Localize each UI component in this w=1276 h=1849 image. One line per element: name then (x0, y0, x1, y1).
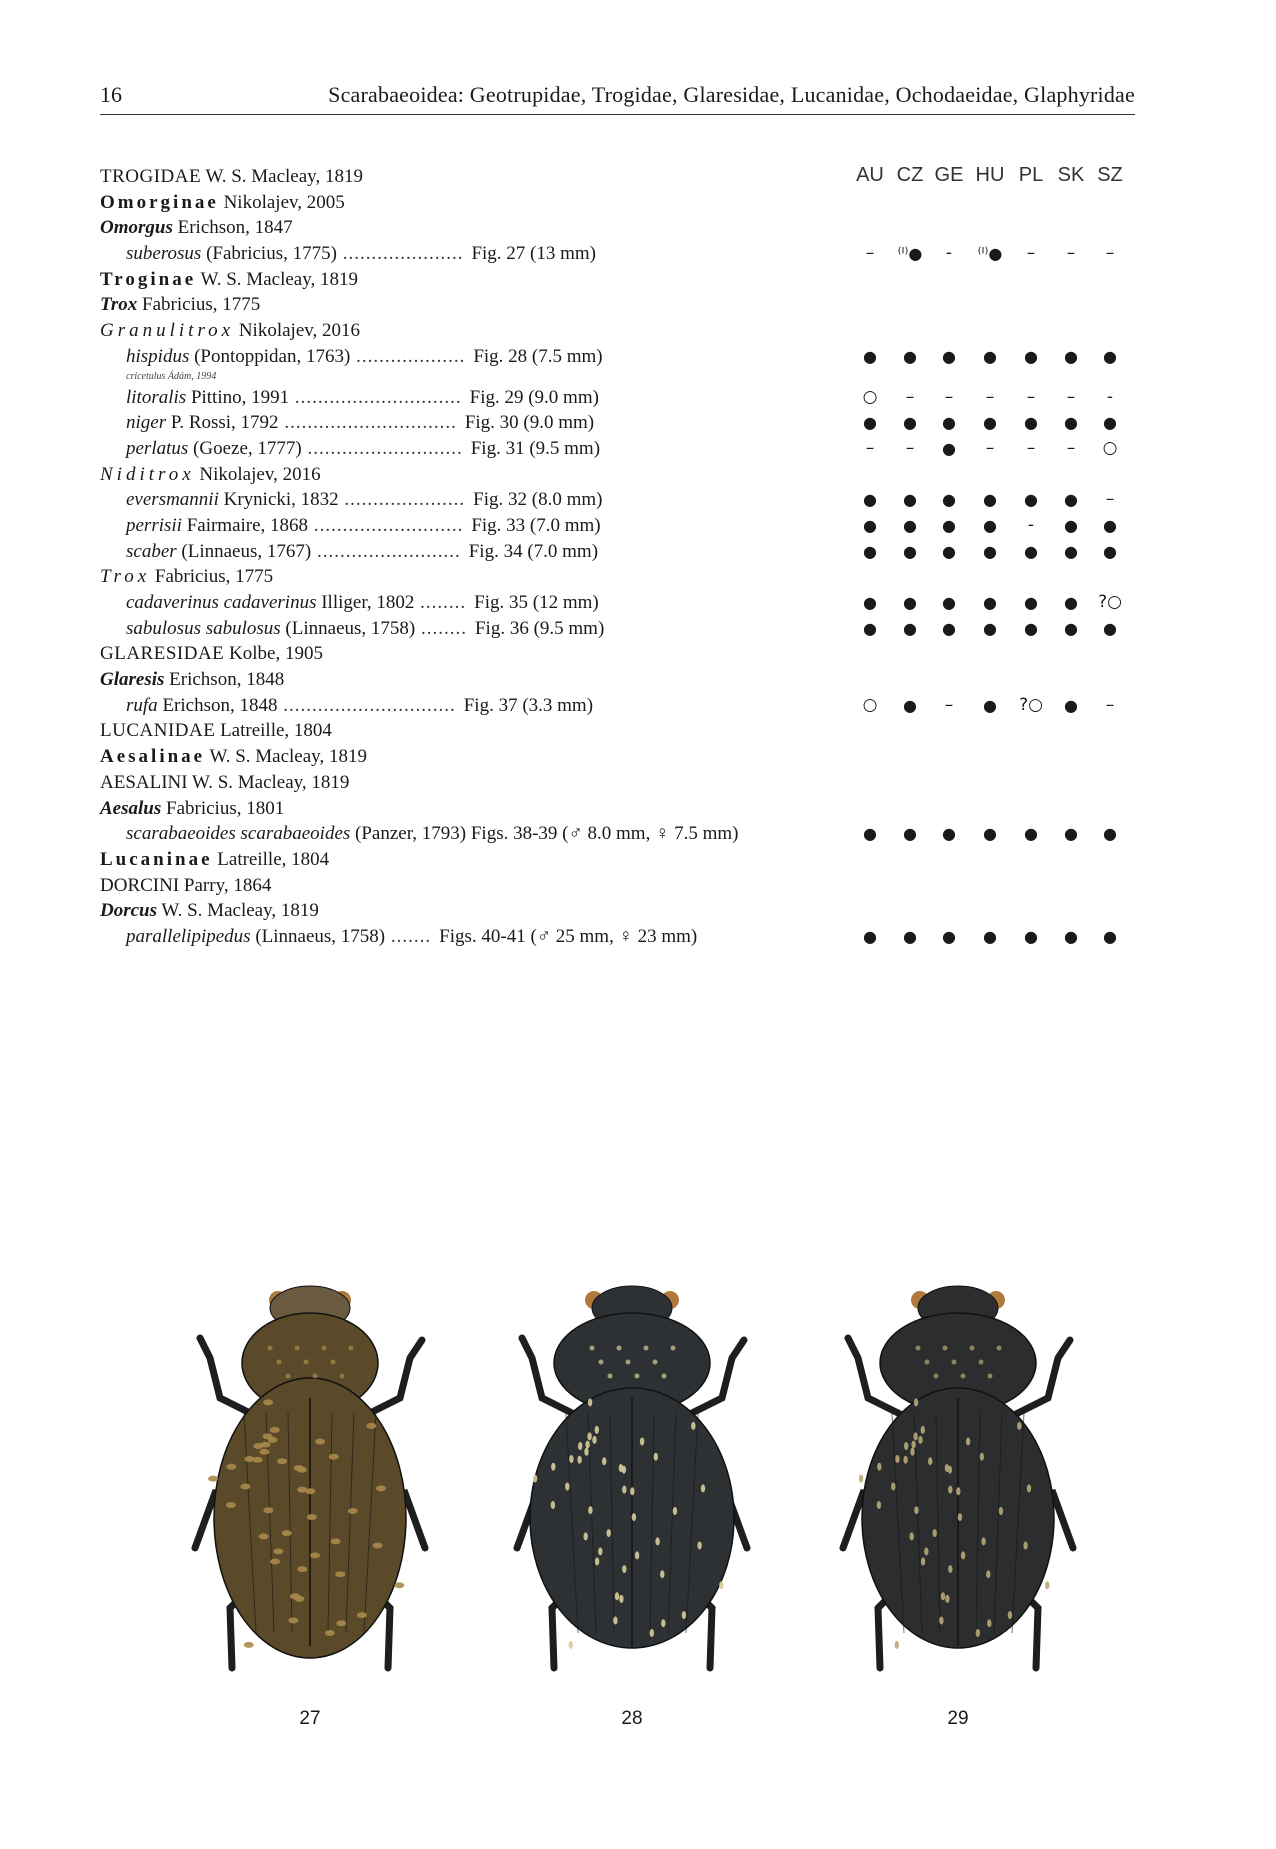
distribution-mark-hu: ● (983, 593, 997, 612)
specimen-photo (808, 1248, 1108, 1688)
species-row (100, 821, 1140, 847)
genus-row (100, 898, 1140, 924)
column-header-pl: PL (1018, 164, 1044, 186)
distribution-mark-ge: ● (942, 515, 956, 535)
specimen-photo (482, 1248, 782, 1688)
subfamily-row (100, 267, 1140, 293)
distribution-mark-cz: ● (903, 515, 917, 535)
name-part: Trox (100, 566, 151, 588)
distribution-mark-ge: ● (942, 413, 956, 433)
distribution-mark-sz: ○ (1102, 437, 1118, 458)
genus-row (100, 796, 1140, 822)
distribution-mark-pl: – (1026, 437, 1036, 458)
distribution-mark-sk: ● (1064, 541, 1078, 561)
species-row (100, 513, 1140, 539)
running-title: Scarabaeoidea: Geotrupidae, Trogidae, Glaresidae, Lucanidae, Ochodaeidae, Glaphyridae (328, 82, 1135, 107)
name-part: TROGIDAE (100, 166, 202, 187)
figure-reference: Fig. 36 (9.5 mm) (474, 617, 605, 639)
distribution-mark-au: ○ (862, 694, 878, 715)
name-part: rufa (126, 694, 158, 716)
name-part: Nikolajev, 2005 (218, 191, 345, 213)
name-part: Glaresis (100, 669, 165, 691)
name-part: W. S. Macleay, 1819 (157, 900, 319, 922)
figure-number: 27 (299, 1708, 321, 1729)
distribution-mark-sk: ● (1064, 695, 1078, 715)
genus-name (100, 898, 319, 923)
distribution-mark-au: ● (863, 515, 877, 535)
family-name (100, 718, 332, 743)
name-part: scaber (126, 540, 177, 562)
species-name (126, 436, 600, 461)
species-row (100, 436, 1140, 462)
name-part: Fabricius, 1775 (137, 294, 261, 316)
distribution-mark-ge: ● (942, 438, 956, 458)
distribution-mark-pl: – (1026, 243, 1036, 264)
distribution-mark-hu: ● (983, 926, 997, 946)
distribution-mark-cz: ● (903, 618, 917, 638)
name-part: LUCANIDAE (100, 720, 216, 742)
family-row (100, 641, 1140, 667)
name-part: Latreille, 1804 (215, 720, 332, 742)
distribution-mark-au: ● (863, 824, 877, 844)
species-name (126, 821, 738, 846)
genus-name (100, 292, 260, 317)
subgenus-row (100, 318, 1140, 344)
name-part: DORCINI Parry, 1864 (100, 874, 272, 896)
distribution-mark-sz: - (1106, 386, 1114, 407)
name-part: Nikolajev, 2016 (194, 463, 321, 485)
synonym-name (126, 370, 216, 384)
species-row (100, 539, 1140, 565)
name-part: perlatus (126, 437, 189, 459)
name-part: (Linnaeus, 1758) (280, 617, 416, 639)
distribution-mark-pl: ● (1024, 926, 1038, 946)
distribution-mark-cz: ● (903, 541, 917, 561)
tribe-row (100, 873, 1140, 899)
name-part: W. S. Macleay, 1819 (205, 746, 367, 768)
distribution-mark-au: – (865, 243, 875, 264)
distribution-mark-cz: ● (903, 490, 917, 510)
leader-dots: .......................... (308, 514, 464, 536)
distribution-mark-sk: ● (1064, 490, 1078, 510)
name-part: cricetulus Ádám, 1994 (126, 370, 217, 382)
distribution-mark-hu: ● (983, 541, 997, 561)
name-part: Fairmaire, 1868 (181, 514, 309, 536)
tribe-name (100, 770, 349, 795)
distribution-mark-sk: ● (1064, 618, 1078, 638)
distribution-mark-ge: ● (942, 618, 956, 638)
distribution-mark-sk: – (1066, 386, 1076, 407)
figure-reference: Fig. 31 (9.5 mm) (470, 437, 601, 459)
subfamily-name (100, 847, 329, 872)
name-part: Lucaninae (100, 848, 213, 870)
distribution-mark-au: – (865, 437, 875, 458)
species-name (126, 344, 603, 369)
name-part: Aesalus (100, 797, 162, 819)
leader-dots: ......................... (311, 540, 461, 562)
name-part: Trox (100, 294, 138, 316)
distribution-mark-sz: – (1105, 243, 1115, 264)
figure-reference: Figs. 40-41 (♂ 25 mm, ♀ 23 mm) (439, 925, 698, 947)
name-part: Erichson, 1847 (172, 217, 293, 239)
subgenus-name (100, 462, 321, 487)
leader-dots: ........ (415, 617, 467, 639)
distribution-mark-hu: ● (983, 346, 997, 366)
name-part: Krynicki, 1832 (218, 489, 339, 511)
tribe-name (100, 873, 271, 898)
distribution-mark-pl: - (1027, 514, 1035, 535)
distribution-mark-sk: ● (1064, 593, 1078, 612)
figure-reference: Fig. 27 (13 mm) (471, 243, 596, 265)
figure-number: 28 (621, 1708, 643, 1729)
name-part: litoralis (126, 386, 187, 408)
leader-dots: .............................. (277, 694, 456, 716)
subfamily-row (100, 190, 1140, 216)
distribution-mark-au: ○ (862, 386, 878, 407)
distribution-mark-cz: ● (903, 346, 917, 366)
species-name (126, 410, 594, 435)
column-header-sk: SK (1057, 164, 1085, 186)
page-number: 16 (100, 82, 122, 107)
distribution-mark-cz: ● (903, 593, 917, 612)
species-row (100, 385, 1140, 411)
subfamily-name (100, 744, 367, 769)
name-part: (Panzer, 1793) Figs. 38-39 (♂ 8.0 mm, ♀ 7.5 mm) (350, 823, 739, 845)
figure-reference: Fig. 33 (7.0 mm) (471, 514, 601, 536)
genus-row (100, 292, 1140, 318)
distribution-mark-ge: ● (942, 541, 956, 561)
distribution-mark-hu: – (985, 437, 995, 458)
name-part: (Linnaeus, 1767) (176, 540, 312, 562)
leader-dots: ........ (414, 592, 467, 613)
distribution-mark-pl: ● (1024, 541, 1038, 561)
name-part: suberosus (126, 243, 202, 265)
figure-number: 29 (947, 1708, 969, 1729)
distribution-mark-sz: ● (1103, 413, 1117, 433)
distribution-mark-hu: – (985, 386, 995, 407)
column-header-cz: CZ (896, 164, 924, 186)
family-row (100, 718, 1140, 744)
name-part: scarabaeoides scarabaeoides (126, 823, 351, 845)
species-row (100, 616, 1140, 642)
name-part: perrisii (126, 514, 182, 536)
distribution-mark-hu: ⁽ᴵ⁾● (977, 244, 1003, 264)
distribution-mark-au: ● (863, 413, 877, 433)
distribution-mark-pl: ● (1024, 490, 1038, 510)
genus-name (100, 796, 284, 821)
subgenus-name (100, 318, 360, 343)
name-part: eversmannii (126, 489, 219, 511)
name-part: Aesalinae (100, 746, 206, 768)
distribution-mark-au: ● (863, 593, 877, 612)
species-name (126, 693, 593, 718)
species-row (100, 590, 1140, 616)
name-part: Omorgus (100, 217, 173, 239)
distribution-mark-sz: ● (1103, 824, 1117, 844)
distribution-mark-hu: ● (983, 824, 997, 844)
column-header-hu: HU (975, 164, 1005, 186)
subgenus-row (100, 564, 1140, 590)
distribution-mark-cz: – (905, 386, 915, 407)
distribution-mark-au: ● (863, 618, 877, 638)
leader-dots: ................... (350, 345, 466, 367)
figure-reference: Fig. 30 (9.0 mm) (464, 412, 595, 434)
name-part: AESALINI W. S. Macleay, 1819 (100, 771, 350, 793)
distribution-mark-cz: ● (903, 413, 917, 433)
distribution-mark-cz: – (905, 437, 915, 458)
distribution-mark-sk: ● (1064, 926, 1078, 946)
name-part: (Linnaeus, 1758) (250, 925, 386, 947)
leader-dots: .............................. (278, 412, 457, 434)
name-part: (Fabricius, 1775) (201, 243, 337, 265)
genus-row (100, 215, 1140, 241)
running-header (100, 80, 1135, 115)
name-part: Erichson, 1848 (164, 669, 285, 691)
distribution-mark-sk: ● (1064, 515, 1078, 535)
column-header-ge: GE (934, 164, 964, 186)
distribution-mark-ge: ● (942, 490, 956, 510)
distribution-mark-hu: ● (983, 618, 997, 638)
subfamily-name (100, 190, 345, 215)
name-part: parallelipipedus (126, 925, 251, 947)
specimen-photo (160, 1248, 460, 1688)
species-row (100, 924, 1140, 950)
genus-name (100, 667, 284, 692)
column-header-sz: SZ (1097, 164, 1123, 186)
distribution-mark-sz: ● (1103, 515, 1117, 535)
name-part: sabulosus sabulosus (126, 617, 281, 639)
name-part: GLARESIDAE (100, 643, 225, 665)
family-name (100, 164, 363, 189)
species-row (100, 344, 1140, 370)
name-part: Kolbe, 1905 (224, 643, 323, 665)
family-name (100, 641, 323, 666)
subfamily-row (100, 744, 1140, 770)
figure-reference: Fig. 37 (3.3 mm) (463, 694, 594, 716)
distribution-mark-sk: – (1066, 243, 1076, 264)
distribution-mark-ge: – (944, 694, 954, 715)
leader-dots: ........................... (301, 437, 463, 459)
distribution-mark-cz: ● (903, 695, 917, 715)
leader-dots: ............................. (289, 386, 462, 408)
species-name (126, 616, 604, 641)
distribution-mark-ge: ● (942, 824, 956, 844)
subfamily-name (100, 267, 358, 292)
figure-reference: Fig. 34 (7.0 mm) (468, 540, 599, 562)
distribution-mark-au: ● (863, 490, 877, 510)
genus-name (100, 215, 293, 240)
distribution-mark-pl: ● (1024, 593, 1038, 612)
name-part: cadaverinus cadaverinus (126, 592, 317, 613)
distribution-mark-sz: ● (1103, 926, 1117, 946)
species-row (100, 241, 1140, 267)
name-part: W. S. Macleay, 1819 (201, 166, 363, 187)
name-part: Dorcus (100, 900, 158, 922)
species-name (126, 487, 602, 512)
distribution-mark-sz: ● (1103, 618, 1117, 638)
name-part: Niditrox (100, 463, 195, 485)
distribution-mark-pl: ● (1024, 824, 1038, 844)
distribution-mark-sk: – (1066, 437, 1076, 458)
checklist (100, 164, 1140, 950)
name-part: Illiger, 1802 (316, 592, 415, 613)
distribution-mark-sk: ● (1064, 346, 1078, 366)
distribution-mark-pl: ● (1024, 346, 1038, 366)
distribution-mark-ge: ● (942, 346, 956, 366)
distribution-mark-sz: – (1105, 694, 1115, 715)
distribution-mark-hu: ● (983, 413, 997, 433)
species-name (126, 513, 601, 538)
distribution-mark-sz: ● (1103, 541, 1117, 561)
distribution-mark-cz: ⁽ᴵ⁾● (897, 244, 923, 264)
distribution-mark-sk: ● (1064, 824, 1078, 844)
distribution-mark-ge: – (944, 386, 954, 407)
genus-row (100, 667, 1140, 693)
distribution-mark-pl: – (1026, 386, 1036, 407)
name-part: Troginae (100, 268, 197, 290)
name-part: (Pontoppidan, 1763) (189, 345, 351, 367)
species-row (100, 410, 1140, 436)
species-name (126, 539, 598, 564)
distribution-mark-pl: ● (1024, 618, 1038, 638)
name-part: W. S. Macleay, 1819 (196, 268, 358, 290)
distribution-mark-ge: ● (942, 593, 956, 612)
figure-reference: Fig. 29 (9.0 mm) (469, 386, 599, 408)
tribe-row (100, 770, 1140, 796)
distribution-mark-sz: ● (1103, 346, 1117, 366)
column-header-au: AU (856, 164, 884, 186)
distribution-mark-cz: ● (903, 926, 917, 946)
distribution-mark-cz: ● (903, 824, 917, 844)
distribution-mark-hu: ● (983, 515, 997, 535)
species-row (100, 693, 1140, 719)
distribution-mark-pl: ?○ (1019, 694, 1043, 715)
name-part: Nikolajev, 2016 (234, 320, 361, 342)
distribution-mark-ge: - (945, 243, 953, 264)
name-part: Granulitrox (100, 320, 235, 342)
figure-reference: Fig. 28 (7.5 mm) (473, 345, 603, 367)
name-part: hispidus (126, 345, 190, 367)
distribution-mark-ge: ● (942, 926, 956, 946)
name-part: niger (126, 412, 167, 434)
figure-reference: Fig. 35 (12 mm) (474, 592, 599, 613)
name-part: (Goeze, 1777) (188, 437, 302, 459)
distribution-mark-sz: ?○ (1098, 592, 1122, 612)
subgenus-row (100, 462, 1140, 488)
distribution-mark-hu: ● (983, 695, 997, 715)
subfamily-row (100, 847, 1140, 873)
distribution-mark-sz: – (1105, 489, 1115, 510)
species-name (126, 241, 596, 266)
name-part: Fabricius, 1801 (161, 797, 285, 819)
name-part: Erichson, 1848 (157, 694, 278, 716)
name-part: Latreille, 1804 (212, 848, 330, 870)
name-part: Fabricius, 1775 (150, 566, 274, 588)
name-part: P. Rossi, 1792 (166, 412, 279, 434)
distribution-mark-au: ● (863, 346, 877, 366)
species-name (126, 590, 599, 615)
distribution-mark-sk: ● (1064, 413, 1078, 433)
leader-dots: ....... (385, 925, 432, 947)
leader-dots: ..................... (338, 489, 466, 511)
figure-reference: Fig. 32 (8.0 mm) (473, 489, 603, 511)
name-part: Pittino, 1991 (186, 386, 290, 408)
name-part: Omorginae (100, 191, 219, 213)
distribution-mark-pl: ● (1024, 413, 1038, 433)
distribution-mark-au: ● (863, 541, 877, 561)
distribution-mark-au: ● (863, 926, 877, 946)
species-row (100, 487, 1140, 513)
subgenus-name (100, 564, 273, 589)
leader-dots: ..................... (336, 243, 464, 265)
family-row (100, 164, 1140, 190)
synonym-row (100, 370, 1140, 385)
species-name (126, 924, 697, 949)
specimen-plates (160, 1248, 1120, 1728)
species-name (126, 385, 599, 410)
distribution-mark-hu: ● (983, 490, 997, 510)
